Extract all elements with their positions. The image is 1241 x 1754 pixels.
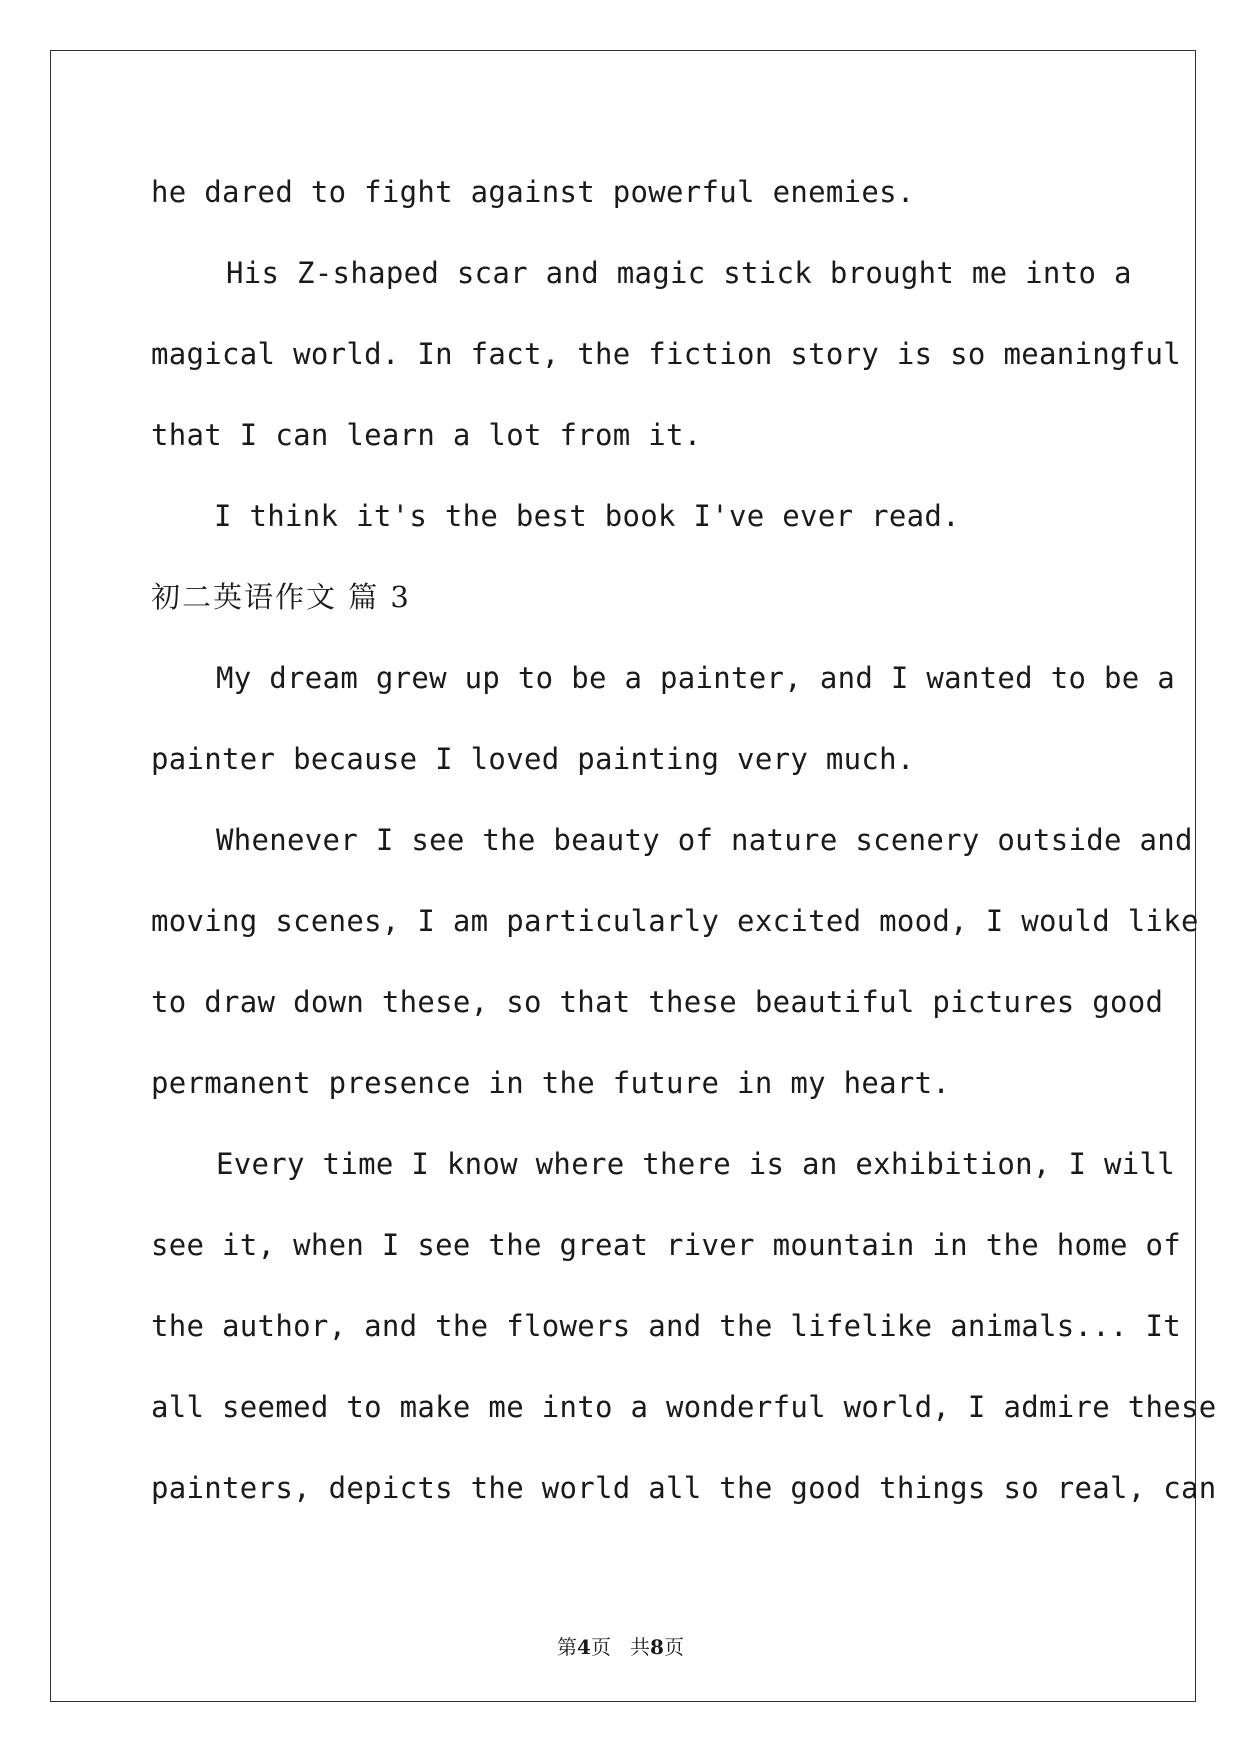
- text-line-17: painters, depicts the world all the good things so real, can: [151, 1471, 1217, 1505]
- page-border: [50, 50, 1217, 1702]
- text-line-2: His Z-shaped scar and magic stick brought me into a: [226, 256, 1132, 290]
- page-footer: [0, 1632, 1241, 1662]
- footer-total-pages: 8: [650, 1635, 664, 1659]
- text-line-10: moving scenes, I am particularly excited mood, I would like: [151, 904, 1199, 938]
- footer-middle: 页 共: [590, 1635, 651, 1659]
- text-line-3: magical world. In fact, the fiction story is so meaningful: [151, 337, 1182, 371]
- section-heading: 初二英语作文 篇 3: [151, 580, 411, 614]
- text-line-9: Whenever I see the beauty of nature scenery outside and: [216, 823, 1193, 857]
- text-line-7: My dream grew up to be a painter, and I wanted to be a: [216, 661, 1176, 695]
- text-line-4: that I can learn a lot from it.: [151, 418, 702, 452]
- text-line-15: the author, and the flowers and the lifelike animals... It: [151, 1309, 1182, 1343]
- text-line-11: to draw down these, so that these beautiful pictures good: [151, 985, 1164, 1019]
- text-line-1: he dared to fight against powerful enemies.: [151, 175, 915, 209]
- footer-prefix: 第: [557, 1635, 578, 1659]
- text-line-5: I think it's the best book I've ever read.: [214, 499, 960, 533]
- text-line-16: all seemed to make me into a wonderful world, I admire these: [151, 1390, 1217, 1424]
- text-line-14: see it, when I see the great river mountain in the home of: [151, 1228, 1182, 1262]
- text-line-8: painter because I loved painting very much.: [151, 742, 915, 776]
- footer-current-page: 4: [577, 1635, 591, 1659]
- text-line-12: permanent presence in the future in my heart.: [151, 1066, 951, 1100]
- text-line-13: Every time I know where there is an exhibition, I will: [216, 1147, 1176, 1181]
- footer-suffix: 页: [663, 1635, 684, 1659]
